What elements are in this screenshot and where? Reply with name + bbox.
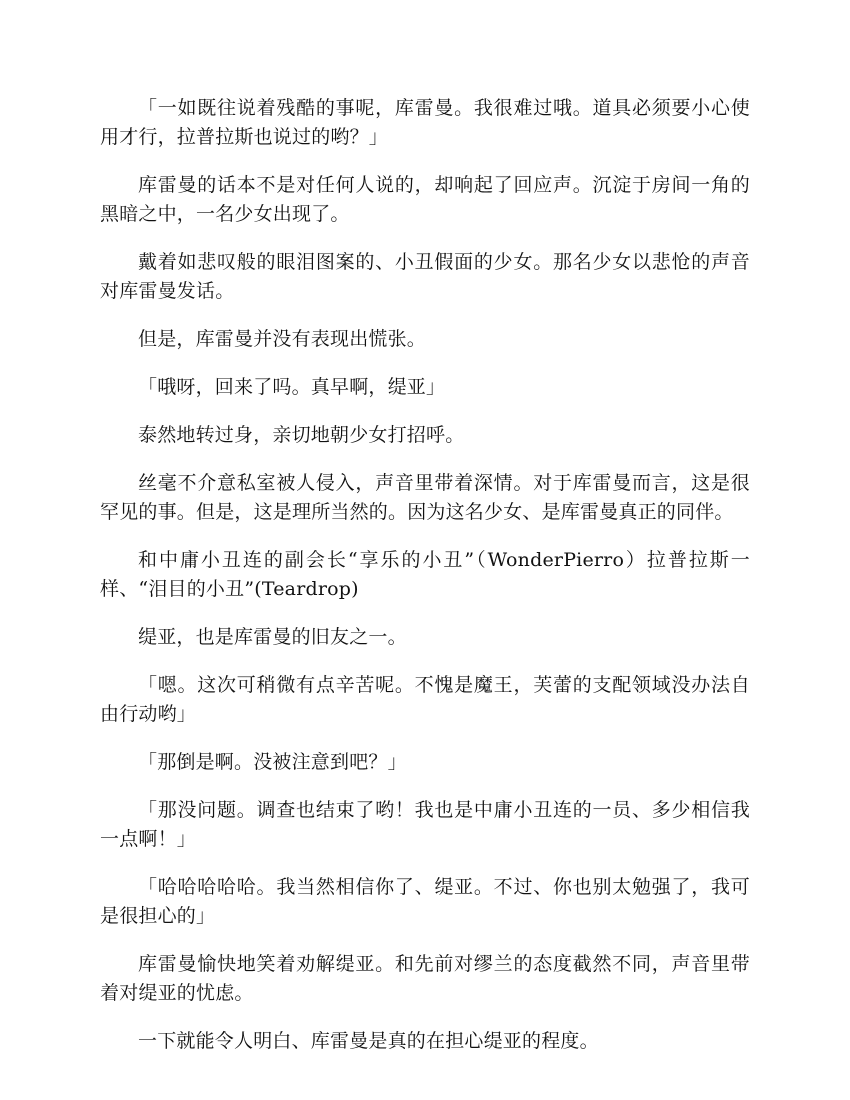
paragraph: 「那倒是啊。没被注意到吧？」 bbox=[138, 751, 407, 773]
paragraph: 戴着如悲叹般的眼泪图案的、小丑假面的少女。那名少女以悲怆的声音对库雷曼发话。 bbox=[100, 251, 750, 302]
paragraph: 库雷曼的话本不是对任何人说的，却响起了回应声。沉淀于房间一角的黑暗之中，一名少女出现了。 bbox=[100, 174, 750, 225]
paragraph: 丝毫不介意私室被人侵入，声音里带着深情。对于库雷曼而言，这是很罕见的事。但是，这是理所当然的。因为这名少女、是库雷曼真正的同伴。 bbox=[100, 472, 750, 523]
paragraph: 但是，库雷曼并没有表现出慌张。 bbox=[138, 328, 427, 350]
paragraph: 「嗯。这次可稍微有点辛苦呢。不愧是魔王，芙蕾的支配领域没办法自由行动哟」 bbox=[100, 674, 750, 725]
paragraph: 「那没问题。调查也结束了哟！我也是中庸小丑连的一员、多少相信我一点啊！」 bbox=[100, 799, 750, 850]
text-body bbox=[100, 94, 750, 1075]
paragraph: 「哈哈哈哈哈。我当然相信你了、缇亚。不过、你也别太勉强了，我可是很担心的」 bbox=[100, 876, 750, 927]
paragraph: 库雷曼愉快地笑着劝解缇亚。和先前对缪兰的态度截然不同，声音里带着对缇亚的忧虑。 bbox=[100, 953, 750, 1004]
paragraph: 「一如既往说着残酷的事呢，库雷曼。我很难过哦。道具必须要小心使用才行，拉普拉斯也说过的哟？」 bbox=[100, 97, 750, 148]
paragraph: 缇亚，也是库雷曼的旧友之一。 bbox=[138, 626, 407, 648]
paragraph: 「哦呀，回来了吗。真早啊，缇亚」 bbox=[138, 376, 446, 398]
paragraph: 一下就能令人明白、库雷曼是真的在担心缇亚的程度。 bbox=[138, 1030, 599, 1052]
paragraph: 泰然地转过身，亲切地朝少女打招呼。 bbox=[138, 424, 465, 446]
paragraph: 和中庸小丑连的副会长“享乐的小丑”（WonderPierro）拉普拉斯一样、“泪目的小丑”(Teardrop) bbox=[100, 549, 750, 600]
